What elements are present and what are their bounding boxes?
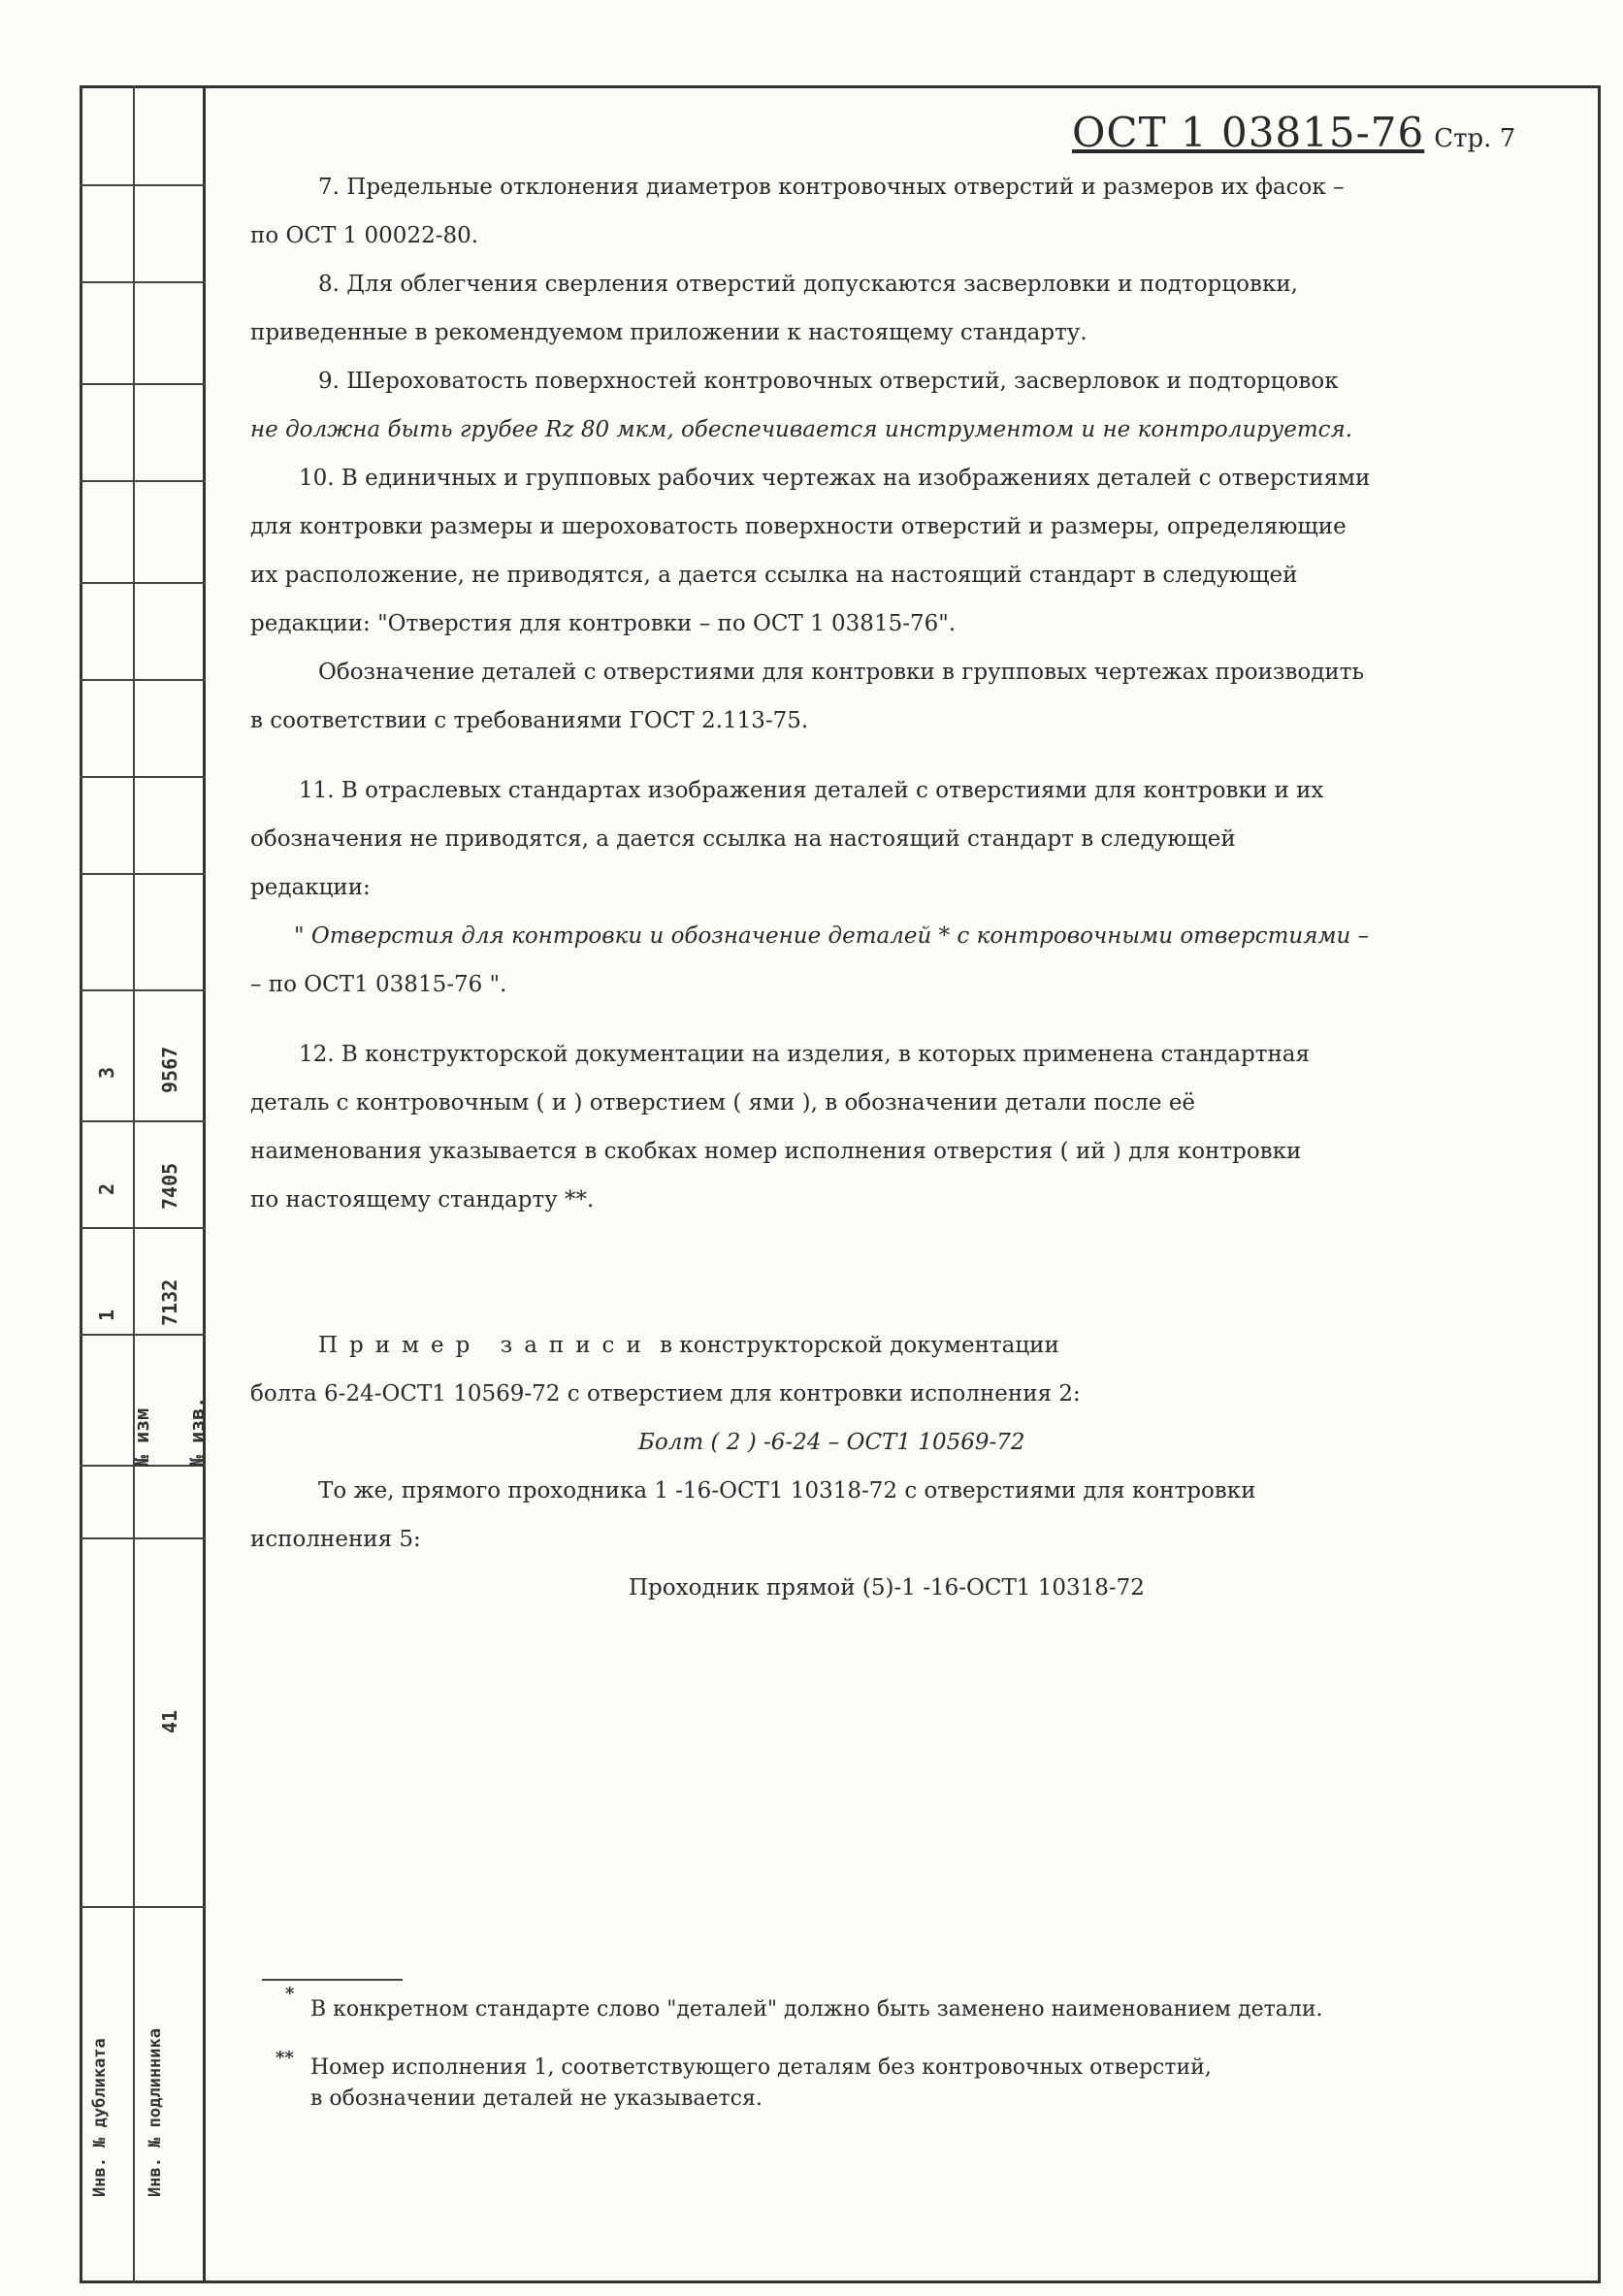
doc-1: 7132 — [158, 1278, 181, 1326]
paragraph-11-cont: обозначения не приводятся, а дается ссылка на настоящий стандарт в следующей — [250, 826, 1236, 852]
footnote-mark: ** — [276, 2048, 294, 2068]
change-1: 1 — [95, 1309, 118, 1321]
footnote-1 — [285, 1984, 1533, 2025]
paragraph-10-cont: для контровки размеры и шероховатость поверхности отверстий и размеры, определяющие — [250, 514, 1347, 539]
strip-line — [80, 1334, 206, 1336]
paragraph-12-cont: наименования указывается в скобках номер исполнения отверстия ( ий ) для контровки — [250, 1139, 1302, 1164]
strip-line — [80, 679, 206, 681]
inventory-number: 41 — [158, 1709, 181, 1733]
change-3: 3 — [95, 1066, 118, 1079]
strip-line — [80, 582, 206, 584]
document-header — [1072, 109, 1515, 156]
strip-line — [80, 1227, 206, 1229]
paragraph-7-cont: по ОСТ 1 00022-80. — [250, 223, 479, 248]
standard-code: ОСТ 1 03815-76 — [1072, 109, 1425, 156]
paragraph-8-cont: приведенные в рекомендуемом приложении к настоящему стандарту. — [250, 320, 1087, 345]
example-title — [250, 1321, 1502, 1370]
footnote-mark: * — [285, 1984, 295, 2004]
strip-line — [80, 383, 206, 385]
footnotes — [276, 1984, 1533, 2142]
example-designation: Болт ( 2 ) -6-24 – ОСТ1 10569-72 — [638, 1430, 1025, 1455]
inv-original-label: Инв. № подлинника — [146, 2028, 165, 2197]
paragraph-11: 11. В отраслевых стандартах изображения деталей с отверстиями для контровки и их — [299, 778, 1324, 803]
paragraph-9-cont: не должна быть грубее Rz 80 мкм, обеспечивается инструментом и не контролируется. — [250, 417, 1353, 442]
change-number-label: № изм — [130, 1407, 153, 1467]
paragraph-12-cont: по настоящему стандарту **. — [250, 1187, 595, 1213]
paragraph-10b: Обозначение деталей с отверстиями для контровки в групповых чертежах производить — [318, 660, 1364, 685]
footnote-rule — [262, 1979, 403, 1981]
footnote-text: В конкретном стандарте слово "деталей" должно быть заменено наименованием детали. — [310, 1997, 1323, 2021]
strip-line — [80, 1537, 206, 1539]
strip-line — [80, 184, 206, 186]
strip-line — [80, 1120, 206, 1122]
paragraph-12: 12. В конструкторской документации на изделия, в которых применена стандартная — [299, 1042, 1311, 1067]
page-number: Стр. 7 — [1434, 124, 1516, 153]
paragraph-10: 10. В единичных и групповых рабочих чертежах на изображениях деталей с отверстиями — [299, 466, 1371, 491]
doc-2: 7405 — [158, 1162, 181, 1210]
paragraph-7: 7. Предельные отклонения диаметров контровочных отверстий и размеров их фасок – — [318, 175, 1345, 200]
example-line: исполнения 5: — [250, 1527, 421, 1552]
footnote-text: Номер исполнения 1, соответствующего деталям без контровочных отверстий, — [310, 2055, 1212, 2080]
example-title-spaced: Пример записи — [318, 1333, 653, 1358]
paragraph-11-quote: " Отверстия для контровки и обозначение деталей * с контровочными отверстиями – — [294, 923, 1370, 949]
paragraph-11-cont: редакции: — [250, 875, 371, 900]
change-2: 2 — [95, 1182, 118, 1195]
example-line: болта 6-24-ОСТ1 10569-72 с отверстием для контровки исполнения 2: — [250, 1381, 1081, 1407]
strip-line — [80, 776, 206, 778]
paragraph-12-cont: деталь с контровочным ( и ) отверстием ( ями ), в обозначении детали после её — [250, 1090, 1196, 1116]
doc-3: 9567 — [158, 1046, 181, 1093]
paragraph-11-quote-cont: – по ОСТ1 03815-76 ". — [250, 972, 507, 997]
footnote-text: в обозначении деталей не указывается. — [310, 2086, 763, 2111]
paragraph-10-cont: их расположение, не приводятся, а дается ссылка на настоящий стандарт в следующей — [250, 563, 1298, 588]
inv-duplicate-label: Инв. № дубликата — [90, 2038, 110, 2197]
doc-number-label: № изв. — [185, 1396, 209, 1467]
footnote-2 — [276, 2048, 1533, 2115]
revision-strip-divider — [133, 85, 135, 2283]
paragraph-10b-cont: в соответствии с требованиями ГОСТ 2.113-75. — [250, 708, 809, 733]
example-title-rest: в конструкторской документации — [660, 1333, 1059, 1358]
strip-line — [80, 281, 206, 283]
example-line: То же, прямого проходника 1 -16-ОСТ1 10318-72 с отверстиями для контровки — [318, 1478, 1256, 1504]
example-designation: Проходник прямой (5)-1 -16-ОСТ1 10318-72 — [629, 1575, 1145, 1601]
paragraph-10-cont: редакции: "Отверстия для контровки – по ОСТ 1 03815-76". — [250, 611, 957, 636]
strip-line — [80, 873, 206, 875]
document-body — [250, 163, 1502, 1612]
strip-line — [80, 989, 206, 991]
strip-line — [80, 1906, 206, 1908]
paragraph-8: 8. Для облегчения сверления отверстий допускаются засверловки и подторцовки, — [318, 272, 1298, 297]
paragraph-9: 9. Шероховатость поверхностей контровочных отверстий, засверловок и подторцовок — [318, 369, 1339, 394]
strip-line — [80, 480, 206, 482]
